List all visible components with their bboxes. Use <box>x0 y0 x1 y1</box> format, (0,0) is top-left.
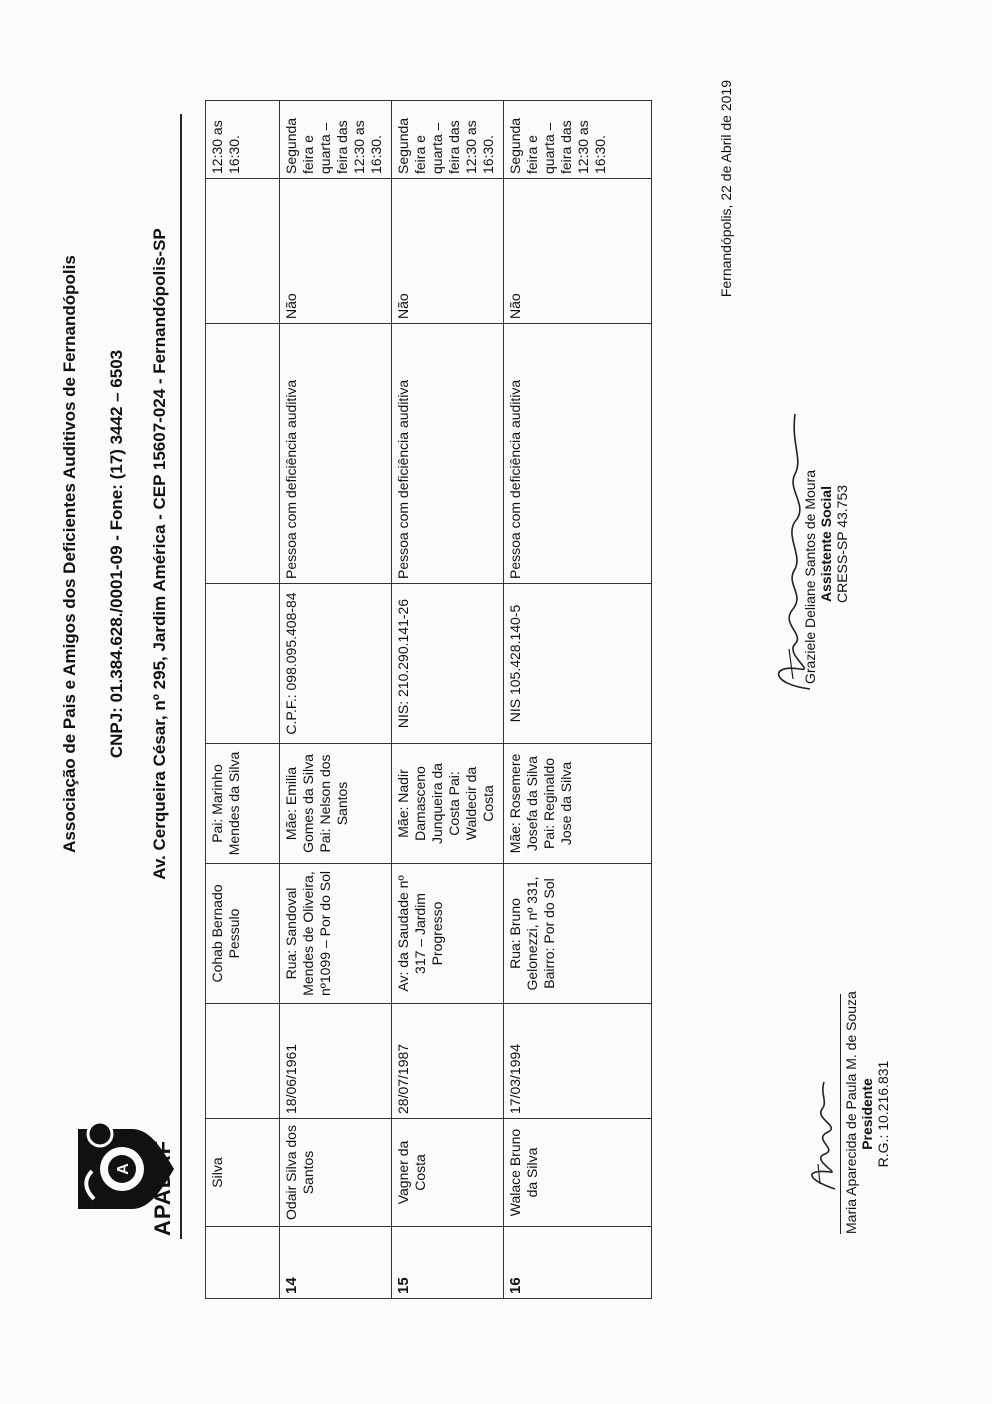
cell-name: Odair Silva dos Santos <box>280 1119 392 1227</box>
cell-answer: Não <box>280 179 392 324</box>
cell-name: Silva <box>206 1119 280 1227</box>
table-row <box>504 101 652 1299</box>
cell-birth: 18/06/1961 <box>280 1004 392 1119</box>
cell-schedule: Segunda feira e quarta – feira das 12:30 as 16:30. <box>504 101 652 179</box>
organization-name: Associação de Pais e Amigos dos Deficientes Auditivos de Fernandópolis <box>60 255 79 853</box>
table-row <box>392 101 504 1299</box>
cell-condition: Pessoa com deficiência auditiva <box>280 324 392 584</box>
cell-num: 15 <box>392 1227 504 1299</box>
logo-letter: A <box>115 1163 132 1175</box>
cell-answer: Não <box>392 179 504 324</box>
cell-schedule: 12:30 as 16:30. <box>206 101 280 179</box>
cell-condition <box>206 324 280 584</box>
cnpj-phone-line: CNPJ: 01.384.628./0001-09 - Fone: (17) 3442 – 6503 <box>107 349 126 759</box>
cell-condition: Pessoa com deficiência auditiva <box>504 324 652 584</box>
cell-parents: Mãe: Emilia Gomes da Silva Pai: Nelson dos Santos <box>280 744 392 864</box>
cell-birth: 28/07/1987 <box>392 1004 504 1119</box>
cell-doc: NIS: 210.290.141-26 <box>392 584 504 744</box>
handwritten-signature-social-worker <box>765 404 825 694</box>
place-date: Fernandópolis, 22 de Abril de 2019 <box>718 80 734 298</box>
cell-address: Rua: Sandoval Mendes de Oliveira, nº1099 – Por do Sol <box>280 864 392 1004</box>
cell-answer: Não <box>504 179 652 324</box>
social-worker-role: Assistente Social <box>818 486 834 602</box>
president-name: Maria Aparecida de Paula M. de Souza <box>843 991 859 1234</box>
signature-block-president <box>840 991 891 1234</box>
cell-birth: 17/03/1994 <box>504 1004 652 1119</box>
header-rule <box>180 114 182 1239</box>
cell-schedule: Segunda feira e quarta – feira das 12:30 as 16:30. <box>280 101 392 179</box>
cell-num <box>206 1227 280 1299</box>
signature-block-social-worker <box>800 404 850 684</box>
cell-num: 16 <box>504 1227 652 1299</box>
cell-parents: Mãe: Rosemere Josefa da Silva Pai: Reginaldo Jose da Silva <box>504 744 652 864</box>
table-row <box>280 101 392 1299</box>
cell-num: 14 <box>280 1227 392 1299</box>
president-role: Presidente <box>859 1078 875 1150</box>
cell-name: Vagner da Costa <box>392 1119 504 1227</box>
cell-parents: Mãe: Nadir Damasceno Junqueira da Costa Pai: Waldecir da Costa <box>392 744 504 864</box>
cell-address: Av: da Saudade nº 317 – Jardim Progresso <box>392 864 504 1004</box>
social-worker-cress: CRESS-SP 43.753 <box>834 484 850 604</box>
logo-wordmark: APADAF <box>150 1139 175 1237</box>
cell-answer <box>206 179 280 324</box>
cell-birth <box>206 1004 280 1119</box>
cell-condition: Pessoa com deficiência auditiva <box>392 324 504 584</box>
cell-doc: C.P.F.: 098.095.408-84 <box>280 584 392 744</box>
cell-doc: NIS 105.428.140-5 <box>504 584 652 744</box>
social-worker-name: Graziele Deliane Santos de Moura <box>802 469 818 684</box>
cell-address: Cohab Bernado Pessulo <box>206 864 280 1004</box>
cell-schedule: Segunda feira e quarta – feira das 12:30 as 16:30. <box>392 101 504 179</box>
cell-doc <box>206 584 280 744</box>
cell-address: Rua: Bruno Gelonezzi, nº 331, Bairro: Por do Sol <box>504 864 652 1004</box>
table-row <box>206 101 280 1299</box>
address-line: Av. Cerqueira César, nº 295, Jardim América - CEP 15607-024 - Fernandópolis-SP <box>150 228 169 880</box>
cell-parents: Pai: Marinho Mendes da Silva <box>206 744 280 864</box>
president-rg: R.G.: 10.216.831 <box>875 1060 891 1168</box>
cell-name: Walace Bruno da Silva <box>504 1119 652 1227</box>
handwritten-signature-president <box>800 1074 845 1194</box>
beneficiaries-table <box>205 100 652 1299</box>
